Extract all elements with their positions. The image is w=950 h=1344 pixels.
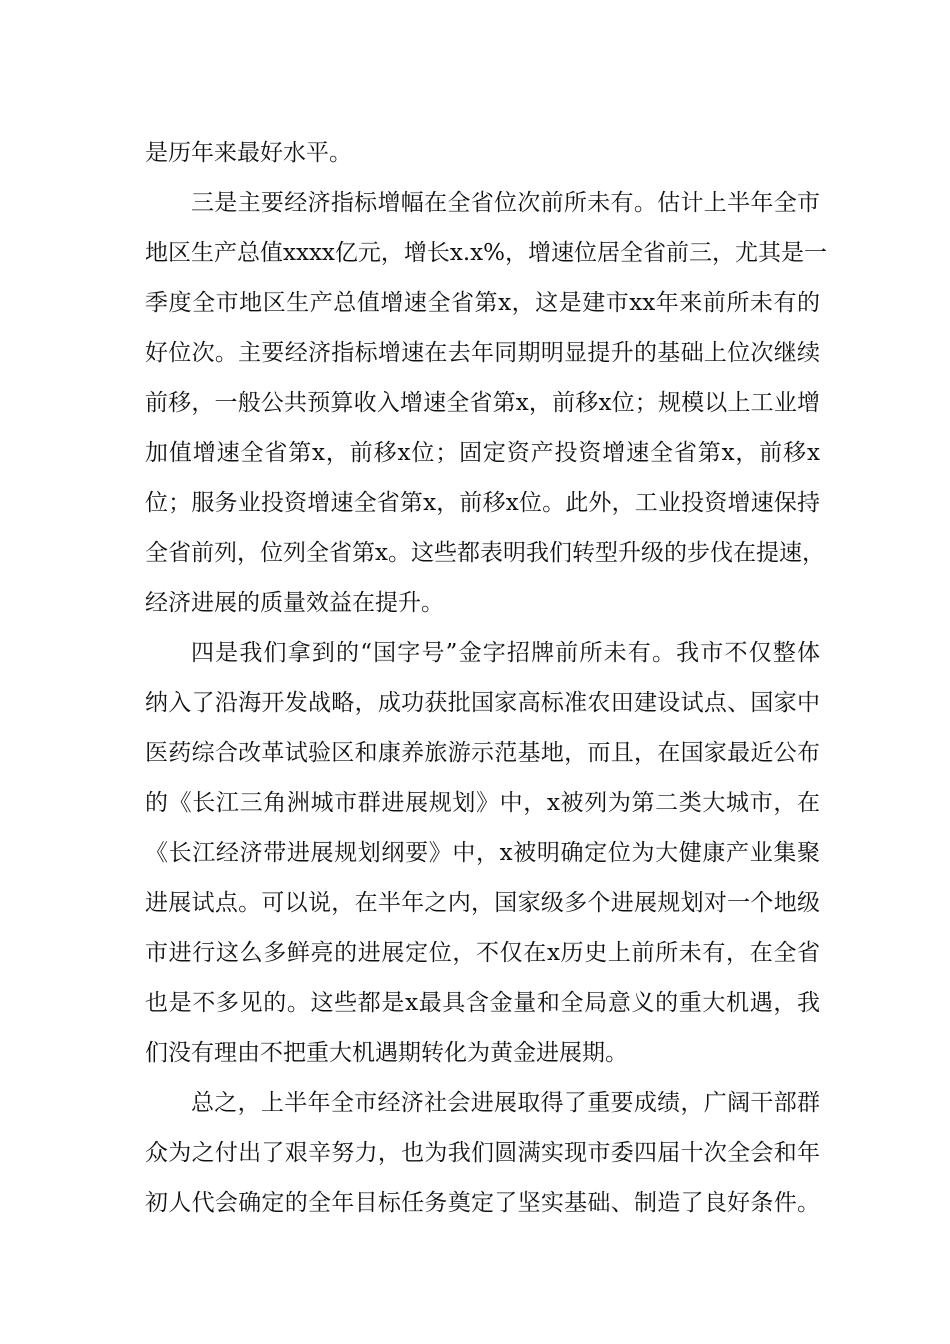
text-line: 是历年来最好水平。	[145, 140, 352, 166]
text-line: 进展试点。可以说，在半年之内，国家级多个进展规划对一个地级	[145, 890, 820, 916]
text-line: 位；服务业投资增速全省第x，前移x位。此外，工业投资增速保持	[145, 490, 820, 516]
text-line: 前移，一般公共预算收入增速全省第x，前移x位；规模以上工业增	[145, 390, 820, 416]
text-line: 三是主要经济指标增幅在全省位次前所未有。估计上半年全市	[191, 190, 820, 216]
text-line: 的《长江三角洲城市群进展规划》中，x被列为第二类大城市，在	[145, 790, 820, 816]
text-line: 初人代会确定的全年目标任务奠定了坚实基础、制造了良好条件。	[145, 1190, 820, 1216]
text-line: 全省前列，位列全省第x。这些都表明我们转型升级的步伐在提速，	[145, 540, 825, 566]
paragraph-economic-indicators	[145, 178, 827, 628]
text-line: 季度全市地区生产总值增速全省第x，这是建市xx年来前所未有的	[145, 290, 820, 316]
text-line: 们没有理由不把重大机遇期转化为黄金进展期。	[145, 1040, 628, 1066]
text-line: 地区生产总值xxxx亿元，增长x.x%，增速位居全省前三，尤其是一	[145, 240, 827, 266]
text-line: 众为之付出了艰辛努力，也为我们圆满实现市委四届十次全会和年	[145, 1140, 820, 1166]
text-line: 经济进展的质量效益在提升。	[145, 590, 444, 616]
text-line: 好位次。主要经济指标增速在去年同期明显提升的基础上位次继续	[145, 340, 820, 366]
paragraph-national-brands	[145, 628, 820, 1078]
paragraph-summary	[145, 1078, 820, 1228]
text-line: 纳入了沿海开发战略，成功获批国家高标准农田建设试点、国家中	[145, 690, 820, 716]
text-line: 总之，上半年全市经济社会进展取得了重要成绩，广阔干部群	[191, 1090, 820, 1116]
text-line: 四是我们拿到的“国字号”金字招牌前所未有。我市不仅整体	[191, 640, 820, 666]
text-line: 医药综合改革试验区和康养旅游示范基地，而且，在国家最近公布	[145, 740, 820, 766]
document-page	[145, 128, 827, 1228]
text-line: 加值增速全省第x，前移x位；固定资产投资增速全省第x，前移x	[145, 440, 820, 466]
paragraph-continuation	[145, 128, 820, 178]
text-line: 市进行这么多鲜亮的进展定位，不仅在x历史上前所未有，在全省	[145, 940, 820, 966]
text-line: 《长江经济带进展规划纲要》中，x被明确定位为大健康产业集聚	[145, 840, 820, 866]
text-line: 也是不多见的。这些都是x最具含金量和全局意义的重大机遇，我	[145, 990, 820, 1016]
